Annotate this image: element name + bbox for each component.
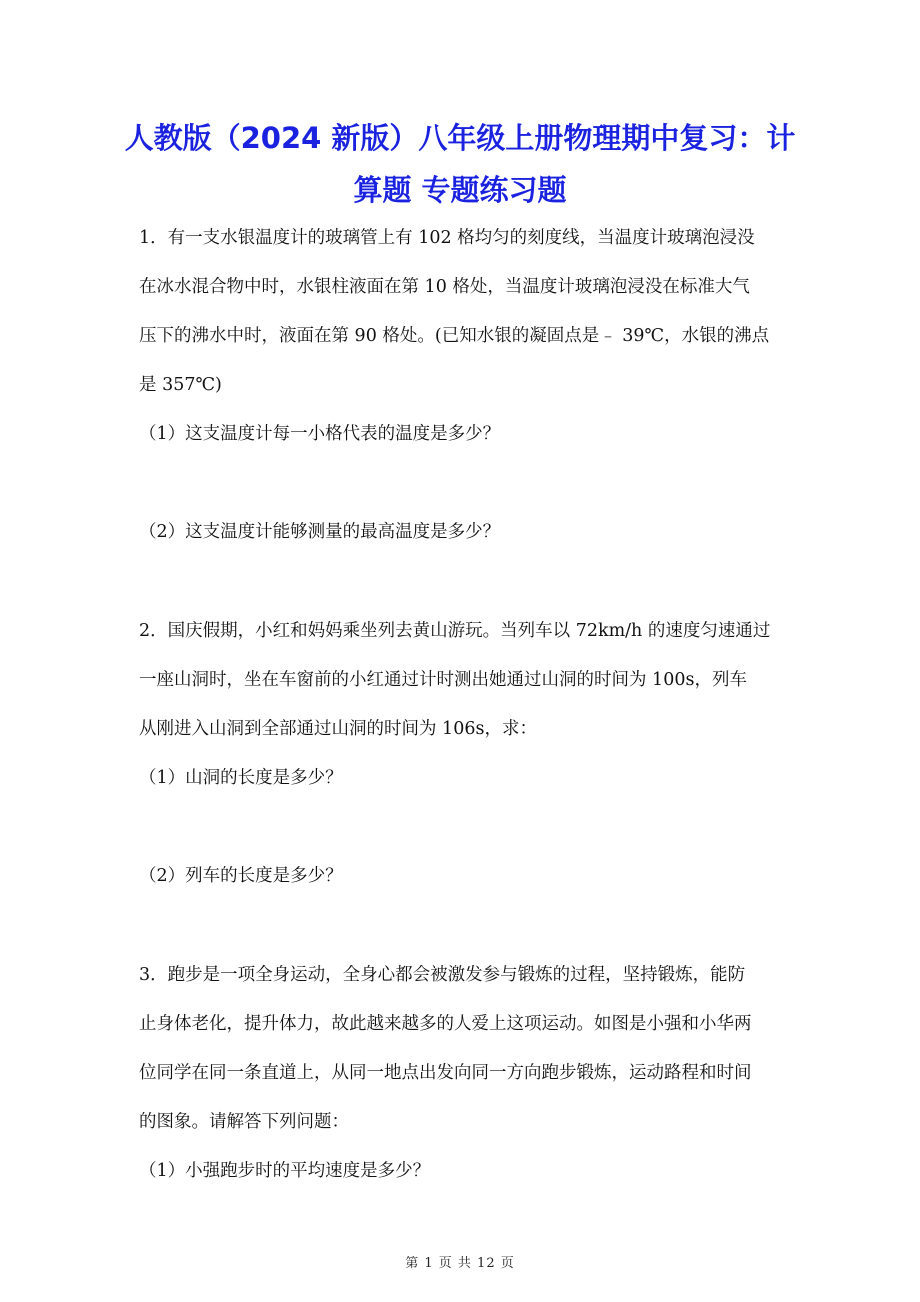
question-3-line-1: 3．跑步是一项全身运动，全身心都会被激发参与锻炼的过程，坚持锻炼，能防 (139, 965, 746, 985)
question-2-line-3: 从刚进入山洞到全部通过山洞的时间为 106s，求： (139, 719, 537, 739)
question-3-line-4: 的图象。请解答下列问题： (139, 1112, 349, 1132)
answer-space (139, 459, 789, 508)
answer-space (139, 901, 789, 951)
answer-space (139, 557, 789, 607)
answer-space (139, 803, 789, 852)
question-2-line-2: 一座山洞时，坐在车窗前的小红通过计时测出她通过山洞的时间为 100s，列车 (139, 670, 747, 690)
question-1 (139, 214, 789, 410)
question-3-sub-1: （1）小强跑步时的平均速度是多少？ (139, 1161, 431, 1181)
question-1-line-3: 压下的沸水中时，液面在第 90 格处。(已知水银的凝固点是﹣ 39℃，水银的沸点 (139, 326, 770, 346)
title-line-1: 人教版（2024 新版）八年级上册物理期中复习：计 (124, 121, 796, 155)
question-1-line-4: 是 357℃) (139, 375, 222, 395)
question-3-line-2: 止身体老化，提升体力，故此越来越多的人爱上这项运动。如图是小强和小华两 (139, 1014, 752, 1034)
question-3-line-3: 位同学在同一条直道上，从同一地点出发向同一方向跑步锻炼，运动路程和时间 (139, 1063, 752, 1083)
question-1-line-1: 1．有一支水银温度计的玻璃管上有 102 格均匀的刻度线，当温度计玻璃泡浸没 (139, 228, 755, 248)
document-body (139, 214, 789, 1196)
document-title (120, 112, 800, 216)
question-2-line-1: 2．国庆假期，小红和妈妈乘坐列去黄山游玩。当列车以 72km/h 的速度匀速通过 (139, 621, 771, 641)
title-line-2: 算题 专题练习题 (353, 173, 567, 207)
question-3 (139, 951, 789, 1147)
question-1-sub-2: （2）这支温度计能够测量的最高温度是多少？ (139, 522, 501, 542)
question-2 (139, 607, 789, 754)
question-2-sub-2: （2）列车的长度是多少？ (139, 866, 343, 886)
question-2-sub-1: （1）山洞的长度是多少？ (139, 768, 343, 788)
question-1-sub-1: （1）这支温度计每一小格代表的温度是多少？ (139, 424, 501, 444)
page-number: 第 1 页 共 12 页 (405, 1256, 515, 1271)
question-1-line-2: 在冰水混合物中时，水银柱液面在第 10 格处，当温度计玻璃泡浸没在标准大气 (139, 277, 750, 297)
